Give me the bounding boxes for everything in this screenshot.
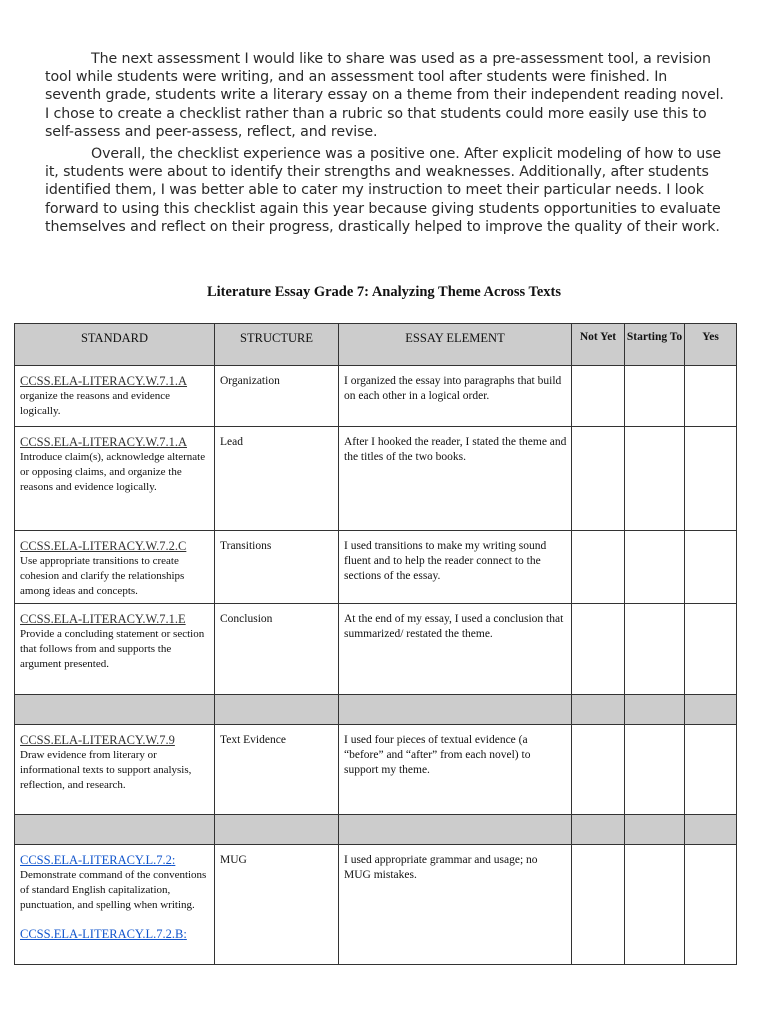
intro-text bbox=[45, 50, 725, 240]
yes-checkbox-cell[interactable] bbox=[685, 427, 737, 531]
yes-checkbox-cell[interactable] bbox=[685, 845, 737, 965]
not-yet-checkbox-cell[interactable] bbox=[572, 725, 625, 815]
standard-link[interactable]: CCSS.ELA-LITERACY.W.7.2.C bbox=[20, 539, 187, 553]
standard-link[interactable]: CCSS.ELA-LITERACY.W.7.1.A bbox=[20, 374, 188, 388]
not-yet-checkbox-cell[interactable] bbox=[572, 427, 625, 531]
yes-checkbox-cell[interactable] bbox=[685, 531, 737, 604]
header-starting-to: Starting To bbox=[625, 324, 685, 366]
standard-description: organize the reasons and evidence logically. bbox=[20, 390, 171, 417]
standard-description: Provide a concluding statement or section that follows from and supports the argument presented. bbox=[20, 628, 205, 670]
table-row bbox=[15, 531, 737, 604]
structure-cell: Lead bbox=[220, 436, 243, 448]
yes-checkbox-cell[interactable] bbox=[685, 366, 737, 427]
table-row: CCSS.ELA-LITERACY.L.7.2: Demonstrate command of the conventions of standard English capitalization, punctuation, and spelling when writing. CCSS.ELA-LITERACY.L.7.2.B: MUG I used appropriate grammar and usage; no MUG mistakes. bbox=[15, 845, 737, 965]
shaded-separator-row bbox=[15, 815, 737, 845]
structure-cell: Transitions bbox=[220, 540, 272, 552]
essay-element-cell: I used appropriate grammar and usage; no MUG mistakes. bbox=[344, 854, 538, 881]
table-row bbox=[15, 725, 737, 815]
starting-to-checkbox-cell[interactable] bbox=[625, 845, 685, 965]
structure-cell: Organization bbox=[220, 375, 280, 387]
table-row bbox=[15, 427, 737, 531]
essay-element-cell: After I hooked the reader, I stated the theme and the titles of the two books. bbox=[344, 436, 567, 463]
header-yes: Yes bbox=[685, 324, 737, 366]
header-structure: STRUCTURE bbox=[215, 324, 339, 366]
header-standard: STANDARD bbox=[15, 324, 215, 366]
starting-to-checkbox-cell[interactable] bbox=[625, 531, 685, 604]
essay-checklist-table bbox=[14, 323, 737, 965]
table-title: Literature Essay Grade 7: Analyzing Theme Across Texts bbox=[206, 284, 562, 300]
essay-element-cell: I used transitions to make my writing sound fluent and to help the reader connect to the sections of the essay. bbox=[344, 540, 547, 582]
yes-checkbox-cell[interactable] bbox=[685, 725, 737, 815]
shaded-separator-row bbox=[15, 695, 737, 725]
standard-link[interactable]: CCSS.ELA-LITERACY.L.7.2.B bbox=[20, 927, 184, 941]
starting-to-checkbox-cell[interactable] bbox=[625, 725, 685, 815]
structure-cell: Conclusion bbox=[220, 613, 273, 625]
standard-description: Draw evidence from literary or informational texts to support analysis, reflection, and research. bbox=[20, 749, 192, 791]
standard-link[interactable]: CCSS.ELA-LITERACY.W.7.9 bbox=[20, 733, 175, 747]
essay-element-cell: I used four pieces of textual evidence (a “before” and “after” from each novel) to support my theme. bbox=[344, 734, 531, 776]
structure-cell: Text Evidence bbox=[220, 734, 286, 746]
starting-to-checkbox-cell[interactable] bbox=[625, 427, 685, 531]
starting-to-checkbox-cell[interactable] bbox=[625, 604, 685, 695]
structure-cell: MUG bbox=[220, 854, 247, 866]
standard-link[interactable]: CCSS.ELA-LITERACY.W.7.1.A bbox=[20, 435, 188, 449]
not-yet-checkbox-cell[interactable] bbox=[572, 604, 625, 695]
table-row bbox=[15, 366, 737, 427]
paragraph-2: Overall, the checklist experience was a positive one. After explicit modeling of how to use it, students were about to identify their strengths and weaknesses. Additionally, after students identified them, I was better able to cater my instruction to meet their particular needs. I look forward to using this checklist again this year because giving students opportunities to evaluate themselves and reflect on their progress, drastically helped to improve the quality of their work. bbox=[45, 146, 722, 235]
essay-element-cell: At the end of my essay, I used a conclusion that summarized/ restated the theme. bbox=[344, 613, 564, 640]
standard-description: Demonstrate command of the conventions of standard English capitalization, punctuation, and spelling when writing. bbox=[20, 869, 207, 911]
not-yet-checkbox-cell[interactable] bbox=[572, 366, 625, 427]
standard-description: Introduce claim(s), acknowledge alternate or opposing claims, and organize the reasons and evidence logically. bbox=[20, 451, 206, 493]
table-row bbox=[15, 604, 737, 695]
standard-link[interactable]: CCSS.ELA-LITERACY.L.7.2 bbox=[20, 853, 172, 867]
yes-checkbox-cell[interactable] bbox=[685, 604, 737, 695]
standard-link[interactable]: CCSS.ELA-LITERACY.W.7.1.E bbox=[20, 612, 186, 626]
paragraph-1: The next assessment I would like to share was used as a pre-assessment tool, a revision tool while students were writing, and an assessment tool after students were finished. In seventh grade, students write a literary essay on a theme from their independent reading novel. I chose to create a checklist rather than a rubric so that students could more easily use this to self-assess and peer-assess, reflect, and revise. bbox=[45, 51, 724, 140]
essay-element-cell: I organized the essay into paragraphs that build on each other in a logical order. bbox=[344, 375, 562, 402]
standard-description: Use appropriate transitions to create cohesion and clarify the relationships among ideas and concepts. bbox=[20, 555, 185, 597]
starting-to-checkbox-cell[interactable] bbox=[625, 366, 685, 427]
header-row bbox=[15, 324, 737, 366]
not-yet-checkbox-cell[interactable] bbox=[572, 531, 625, 604]
not-yet-checkbox-cell[interactable] bbox=[572, 845, 625, 965]
header-essay-element: ESSAY ELEMENT bbox=[339, 324, 572, 366]
header-not-yet: Not Yet bbox=[572, 324, 625, 366]
